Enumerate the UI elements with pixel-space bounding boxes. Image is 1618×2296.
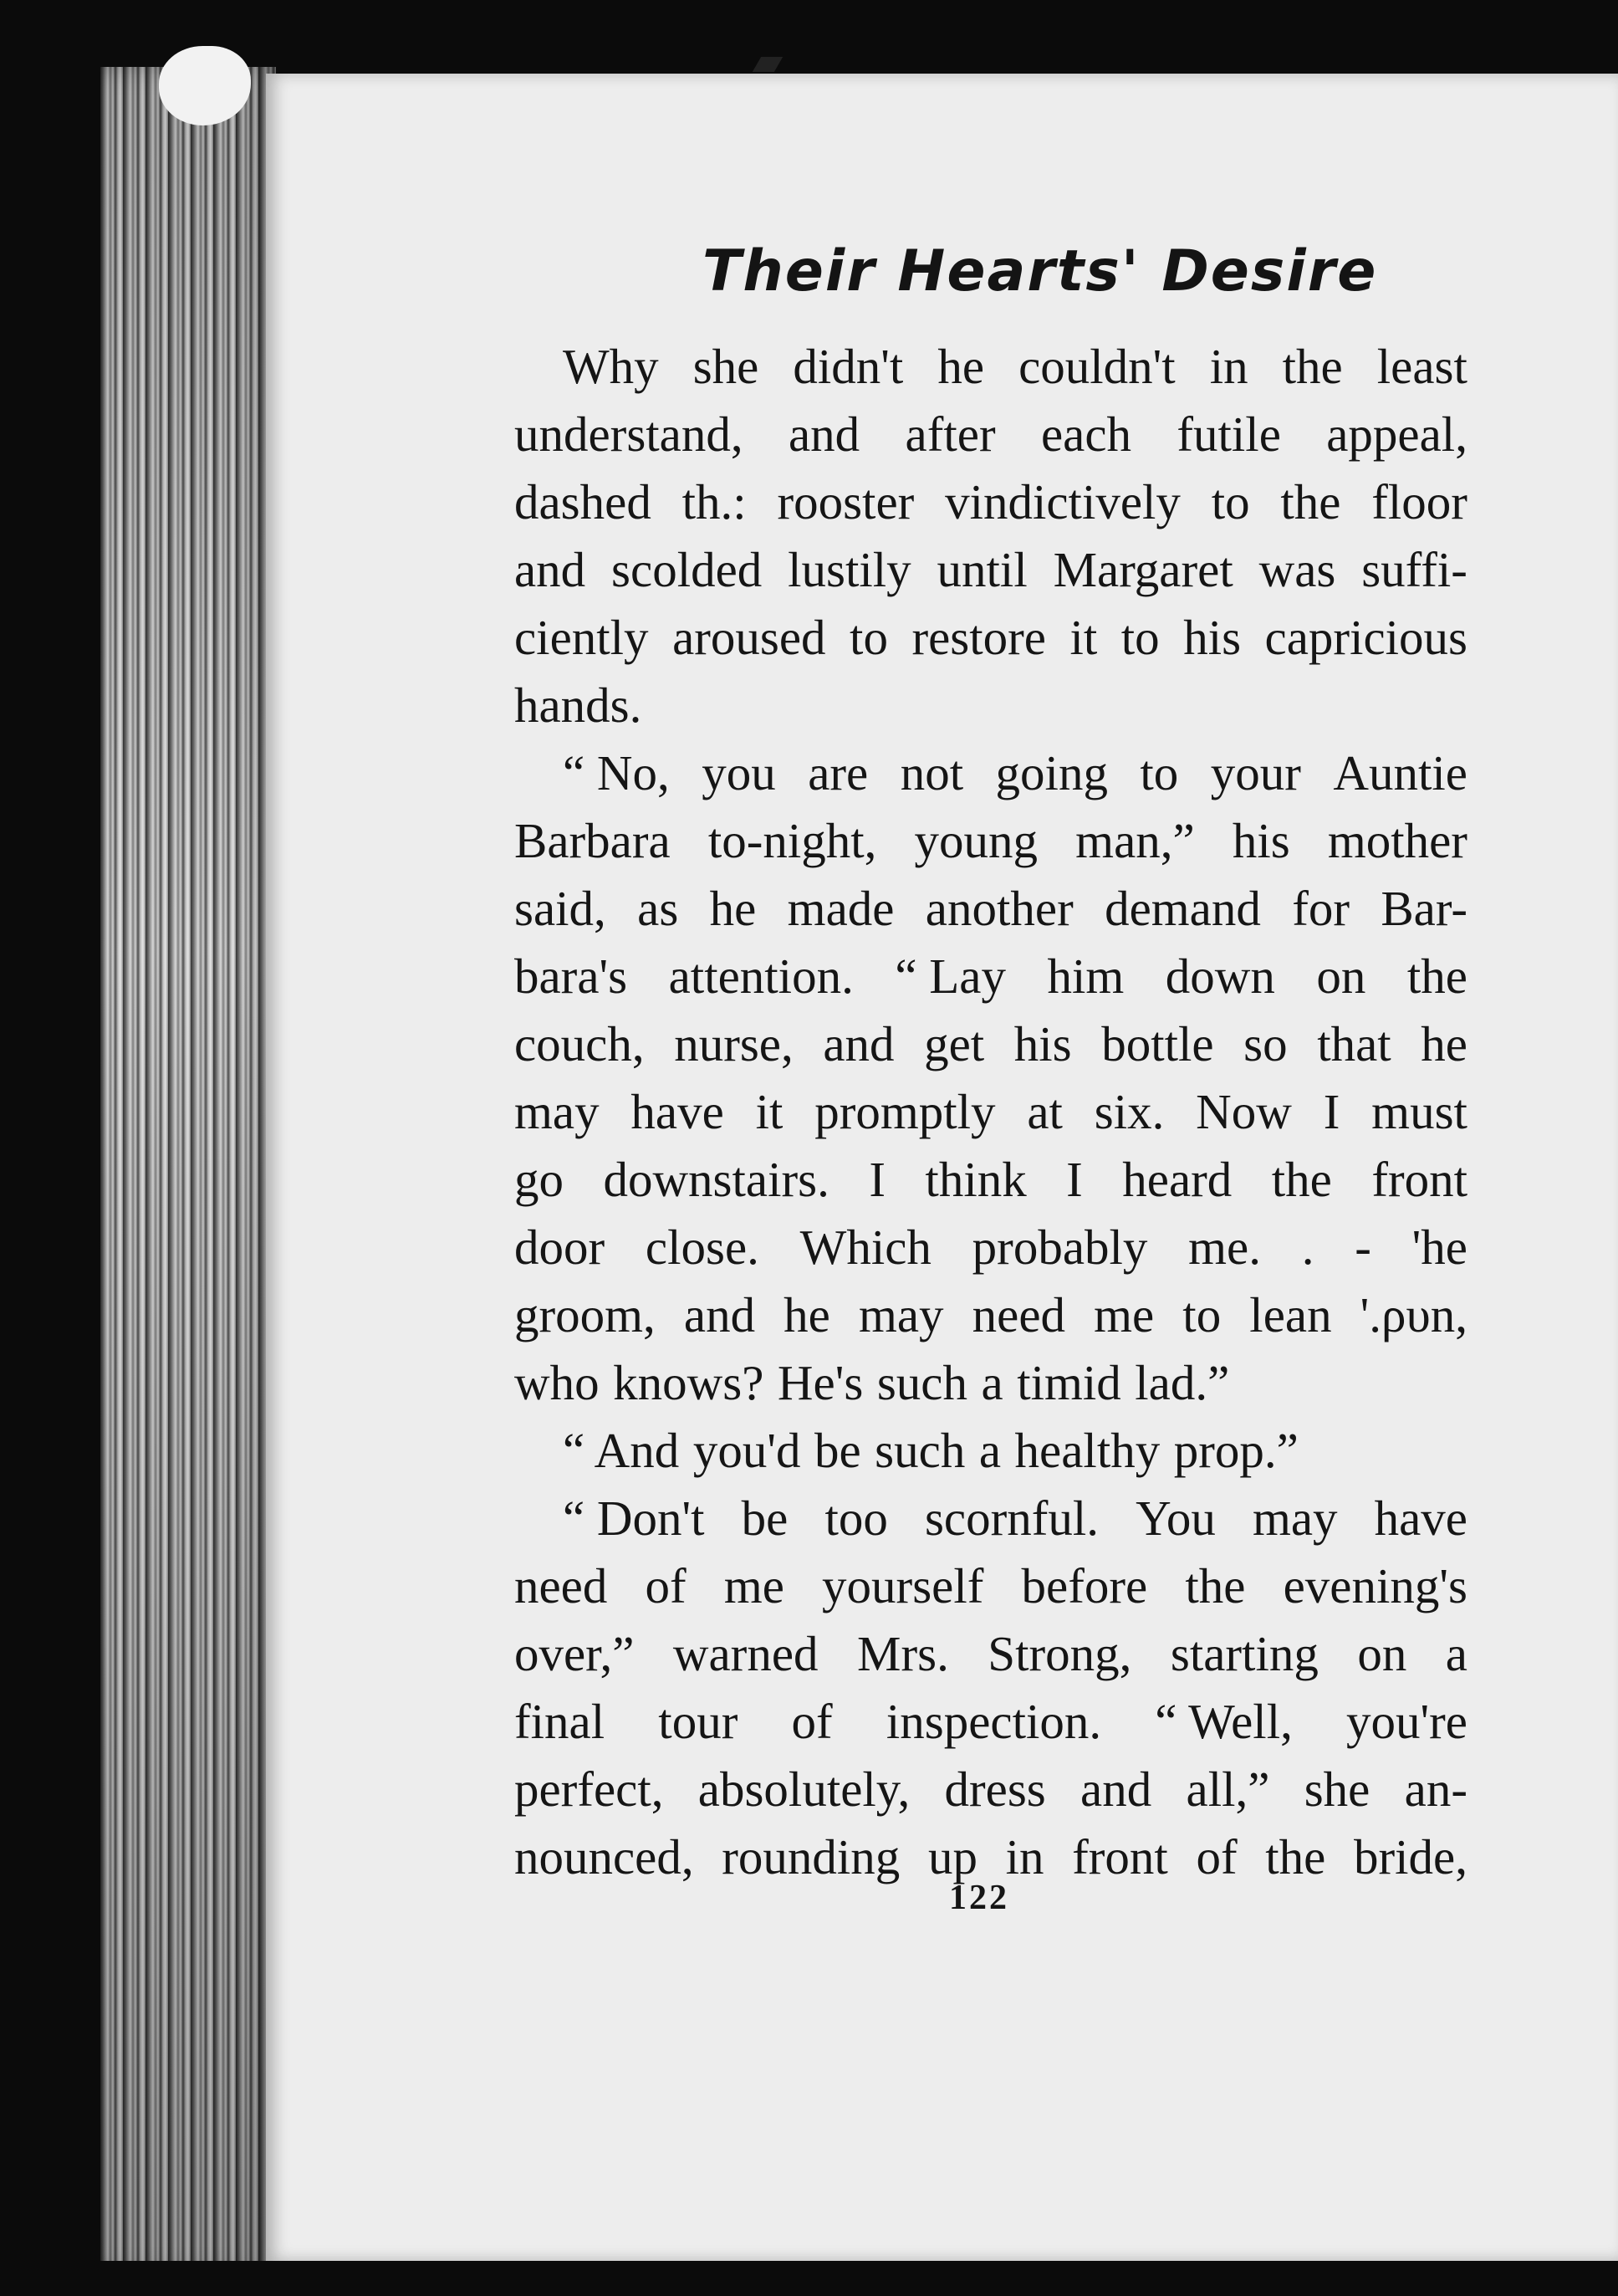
word: young [914,813,1039,868]
word: you'd [692,1423,801,1478]
word: may [1252,1491,1338,1546]
word: Bar- [1381,881,1467,936]
word: me [723,1558,784,1613]
word: suffi- [1361,542,1467,597]
word: must [1371,1084,1467,1139]
word: you [702,745,776,800]
word: she [1304,1762,1370,1817]
word: that [1317,1016,1391,1071]
word: may [514,1084,600,1139]
word: demand [1105,881,1261,936]
word: in [1005,1829,1044,1884]
word: at [1027,1084,1063,1139]
word: said, [514,881,606,936]
word: it [755,1084,783,1139]
text-line [514,1756,1467,1823]
word: lustily [788,542,911,597]
text-line [514,1010,1467,1078]
word: he [1421,1016,1467,1071]
word: to [1211,474,1250,529]
word: dress [944,1762,1046,1817]
word: get [924,1016,985,1071]
body-text [514,333,1467,1891]
word: lean [1249,1287,1332,1342]
word: a [981,1355,1003,1410]
word: such [875,1423,966,1478]
word: bara's [514,949,628,1004]
word: Why [563,339,659,394]
word: up [927,1829,977,1884]
text-line [514,1146,1467,1214]
word: groom, [514,1287,656,1342]
word: healthy [1014,1423,1161,1478]
word: he [937,339,985,394]
word: appeal, [1326,407,1467,462]
word: downstairs. [603,1152,829,1207]
word: “ And [563,1423,680,1478]
word: you're [1346,1694,1467,1749]
word: hands. [514,678,642,733]
word: on [1357,1626,1407,1681]
word: so [1243,1016,1288,1071]
word: dashed [514,474,651,529]
word: and [1080,1762,1152,1817]
word: scornful. [924,1491,1100,1546]
text-line [514,468,1467,536]
word: have [1374,1491,1467,1546]
text-line [514,401,1467,468]
word: '.ρυn, [1360,1287,1467,1342]
word: and [683,1287,756,1342]
word: understand, [514,407,743,462]
word: the [1185,1558,1246,1613]
word: after [905,407,996,462]
word: to-night, [707,813,877,868]
word: the [1271,1152,1332,1207]
text-line [514,1214,1467,1281]
word: couch, [514,1016,645,1071]
word: and [823,1016,895,1071]
word: mother [1327,813,1467,868]
word: think [925,1152,1027,1207]
word: his [1183,610,1242,665]
word: on [1316,949,1366,1004]
word: - [1355,1220,1371,1275]
word: was [1258,542,1336,597]
word: promptly [814,1084,996,1139]
text-line [514,739,1467,807]
word: absolutely, [697,1762,911,1817]
text-line [514,1552,1467,1620]
text-line [514,1281,1467,1349]
word: me. [1188,1220,1261,1275]
word: and [514,542,586,597]
word: of [1196,1829,1238,1884]
word: he [709,881,757,936]
word: “ No, [563,745,670,800]
word: least [1376,339,1467,394]
word: heard [1122,1152,1233,1207]
word: “ Well, [1155,1694,1293,1749]
page-edge-shading [100,67,276,2275]
text-line [514,1078,1467,1146]
word: he [783,1287,830,1342]
word: rooster [777,474,915,529]
word: inspection. [886,1694,1102,1749]
word: Now [1196,1084,1292,1139]
word: your [1210,745,1301,800]
word: who [514,1355,600,1410]
word: You [1136,1491,1216,1546]
word: before [1021,1558,1148,1613]
word: over,” [514,1626,635,1681]
text-line [514,604,1467,672]
word: to [1140,745,1179,800]
text-line [514,536,1467,604]
word: close. [645,1220,759,1275]
word: lad.” [1135,1355,1230,1410]
word: in [1209,339,1248,394]
word: futile [1176,407,1281,462]
word: another [925,881,1074,936]
word: nurse, [674,1016,794,1071]
word: Barbara [514,813,671,868]
word: until [937,542,1028,597]
text-line [514,1688,1467,1756]
word: door [514,1220,605,1275]
word: six. [1094,1084,1165,1139]
word: I [1066,1152,1083,1207]
text-line [514,1349,1467,1417]
text-line [514,807,1467,875]
word: his [1232,813,1290,868]
word: attention. [668,949,854,1004]
word: I [1323,1084,1340,1139]
word: his [1013,1016,1072,1071]
top-edge-mark [753,57,783,72]
word: of [791,1694,833,1749]
word: vindictively [945,474,1181,529]
word: be [814,1423,861,1478]
word: probably [972,1220,1148,1275]
text-line [514,1417,1467,1485]
word: she [692,339,759,394]
word: prop.” [1173,1423,1299,1478]
word: him [1047,949,1125,1004]
word: Mrs. [857,1626,949,1681]
text-line [514,943,1467,1010]
word: Auntie [1333,745,1467,800]
word: have [630,1084,724,1139]
word: such [876,1355,967,1410]
word: restore [911,610,1046,665]
page-number: 122 [949,1879,1009,1917]
word: go [514,1152,564,1207]
word: the [1406,949,1467,1004]
text-line [514,1485,1467,1552]
word: all,” [1186,1762,1270,1817]
word: too [824,1491,888,1546]
text-line [514,672,1467,739]
word: . [1301,1220,1314,1275]
word: man,” [1075,813,1195,868]
word: knows? [613,1355,764,1410]
text-line [514,333,1467,401]
word: down [1165,949,1275,1004]
word: 'he [1411,1220,1467,1275]
scan-border-bottom [100,2261,1618,2296]
word: “ Lay [895,949,1006,1004]
word: going [995,745,1108,800]
word: to [1182,1287,1222,1342]
word: aroused [672,610,826,665]
word: me [1094,1287,1155,1342]
word: it [1069,610,1098,665]
text-line [514,1620,1467,1688]
word: each [1040,407,1132,462]
word: ciently [514,610,649,665]
word: starting [1170,1626,1319,1681]
word: for [1292,881,1350,936]
word: are [808,745,869,800]
word: timid [1017,1355,1121,1410]
running-head: Their Hearts' Desire [702,238,1378,304]
word: the [1282,339,1343,394]
word: He's [777,1355,864,1410]
word: couldn't [1018,339,1176,394]
word: floor [1371,474,1467,529]
word: tour [658,1694,738,1749]
word: perfect, [514,1762,664,1817]
word: an- [1404,1762,1467,1817]
word: warned [672,1626,819,1681]
word: “ Don't [563,1491,705,1546]
word: need [972,1287,1066,1342]
word: th.: [681,474,747,529]
word: Which [799,1220,931,1275]
word: a [978,1423,1002,1478]
word: may [858,1287,944,1342]
word: front [1371,1152,1467,1207]
word: the [1265,1829,1326,1884]
word: front [1072,1829,1168,1884]
word: a [1445,1626,1467,1681]
word: yourself [822,1558,984,1613]
word: capricious [1264,610,1467,665]
word: be [741,1491,789,1546]
word: rounding [722,1829,901,1884]
word: scolded [611,542,763,597]
word: as [637,881,679,936]
word: need [514,1558,608,1613]
word: bride, [1354,1829,1467,1884]
word: nounced, [514,1829,694,1884]
text-line [514,875,1467,943]
word: I [869,1152,886,1207]
word: evening's [1283,1558,1467,1613]
word: to [1120,610,1160,665]
word: the [1280,474,1341,529]
word: didn't [793,339,904,394]
word: to [850,610,888,665]
word: bottle [1101,1016,1214,1071]
word: made [787,881,895,936]
word: final [514,1694,605,1749]
word: of [645,1558,687,1613]
word: and [788,407,860,462]
word: Margaret [1053,542,1233,597]
word: not [900,745,964,800]
word: Strong, [988,1626,1132,1681]
